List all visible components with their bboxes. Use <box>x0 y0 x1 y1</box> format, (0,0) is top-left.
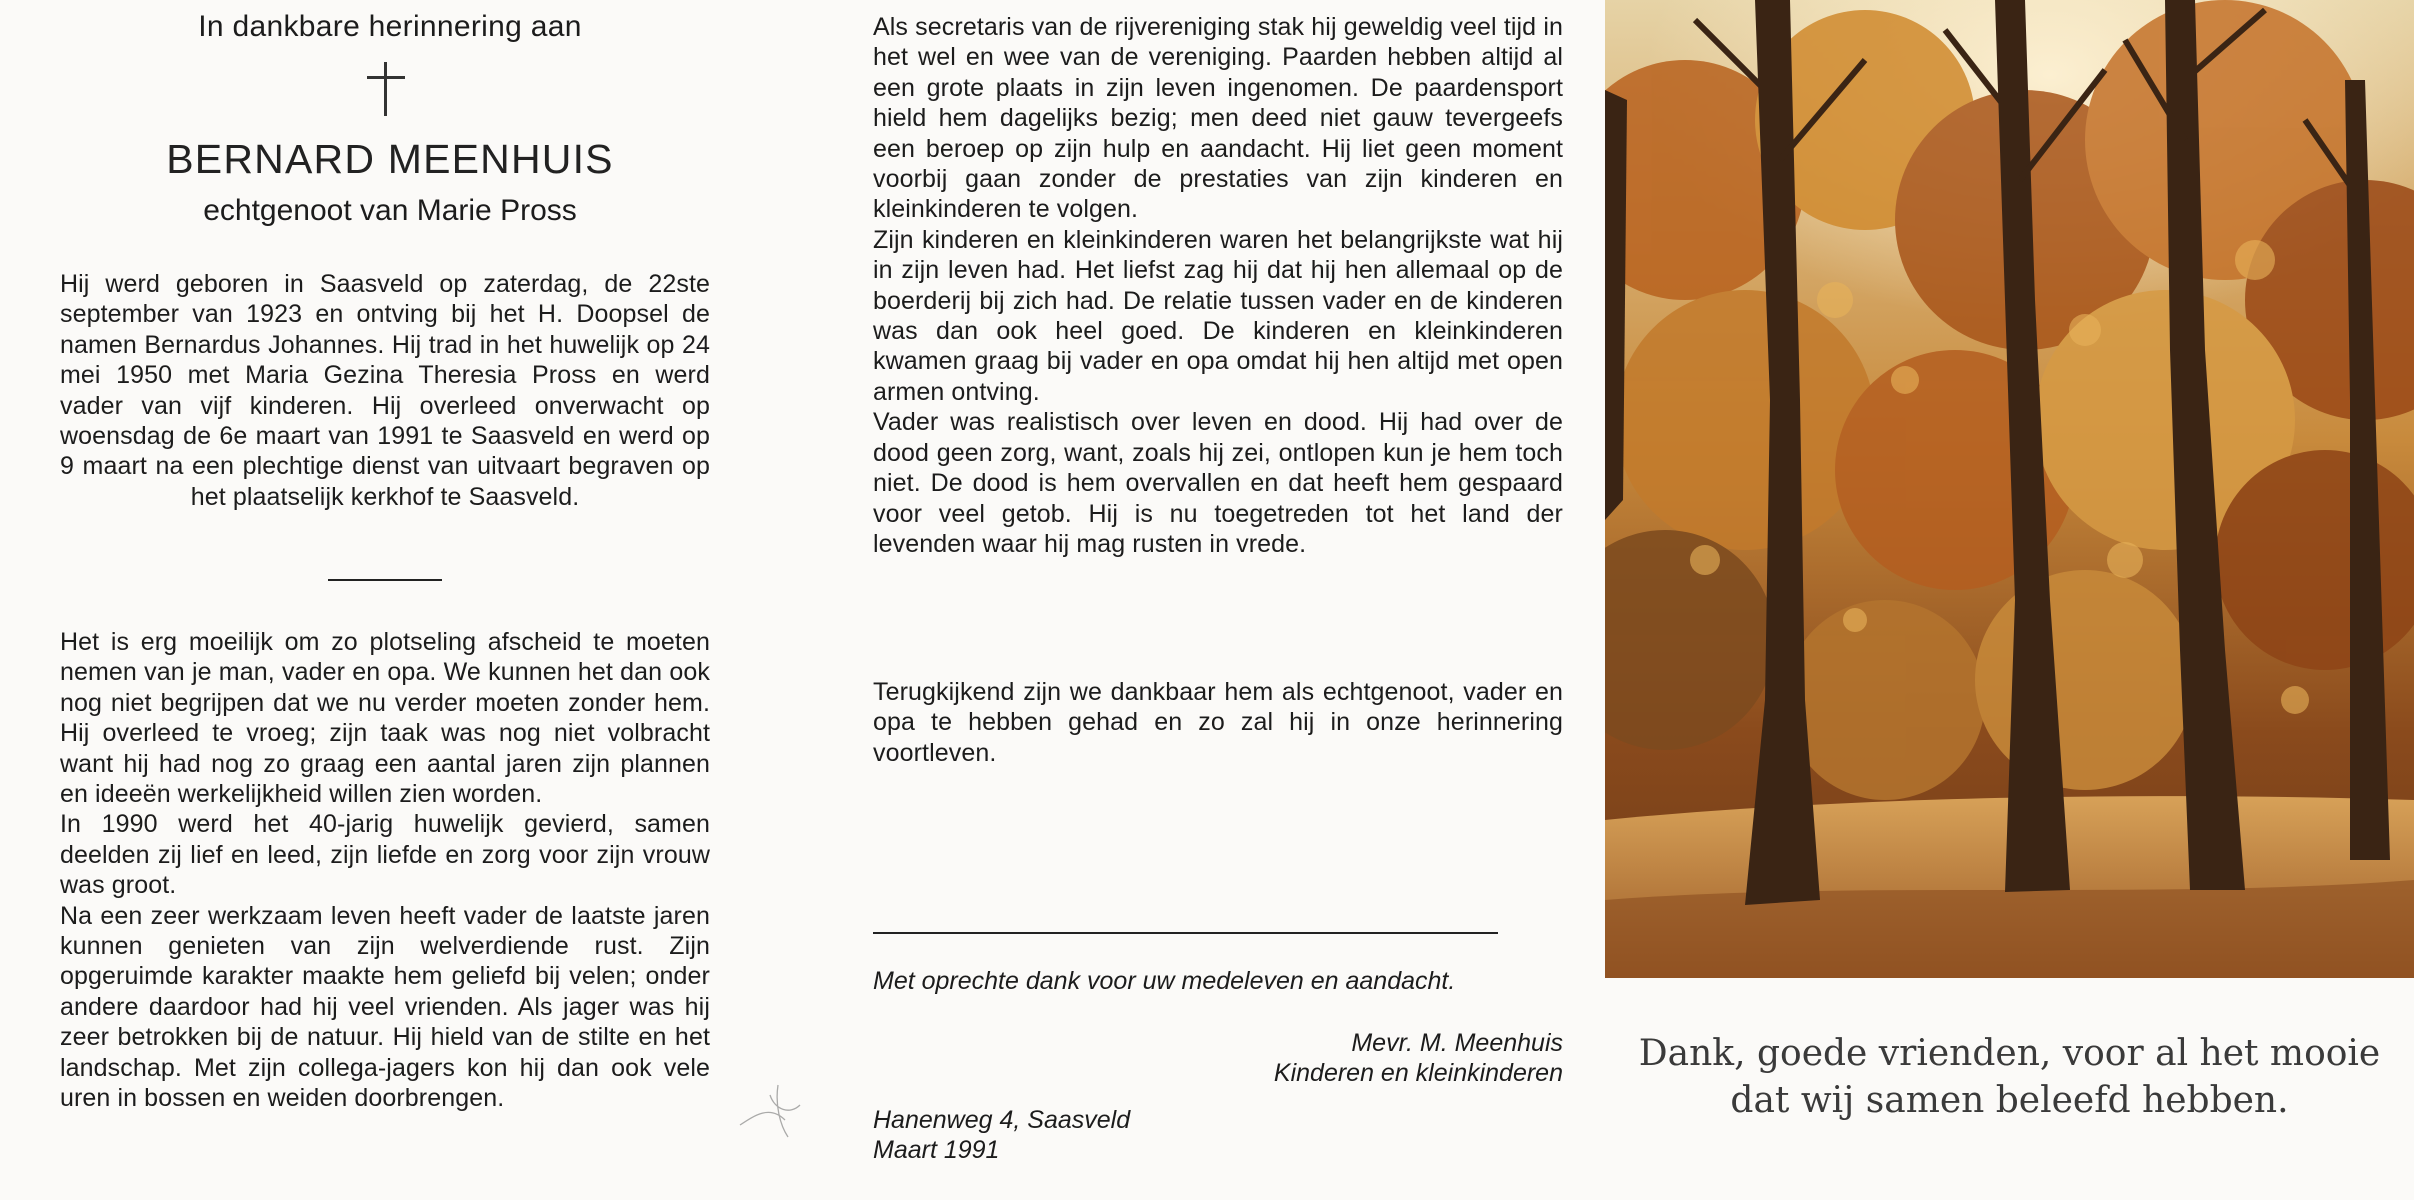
signature-line: Mevr. M. Meenhuis <box>1351 1029 1563 1057</box>
right-column <box>1605 0 2414 1200</box>
closing-paragraph: Terugkijkend zijn we dankbaar hem als echtgenoot, vader en opa te hebben gehad en zo zal hij in onze herinnering voortleven. <box>873 678 1563 767</box>
pen-scribble-icon <box>730 1075 810 1145</box>
tribute-text <box>60 627 710 1114</box>
quote-text <box>1605 1030 2414 1124</box>
signature-line: Kinderen en kleinkinderen <box>1273 1059 1563 1087</box>
tribute-paragraph: Het is erg moeilijk om zo plotseling afscheid te moeten nemen van je man, vader en opa. We kunnen het dan ook nog niet begrijpen dat we nu verder moeten zonder hem. Hij overleed te vroeg; zijn taak was nog niet volbracht want hij had nog zo graag een aantal jaren zijn plannen en ideeën werkelijkheid willen zien worden. <box>60 628 710 809</box>
long-divider <box>873 932 1498 934</box>
thanks-line: Met oprechte dank voor uw medeleven en aandacht. <box>873 967 1456 995</box>
address-line: Hanenweg 4, Saasveld <box>873 1106 1131 1134</box>
middle-paragraph: Zijn kinderen en kleinkinderen waren het belangrijkste wat hij in zijn leven had. Het liefst zag hij dat hij hen allemaal op de boerderij bij zich had. De relatie tussen vader en de kinderen was dan ook heel goed. De kinderen en kleinkinderen kwamen graag bij vader en opa omdat hij hen altijd met open armen ontving. <box>873 225 1563 406</box>
intro-line: In dankbare herinnering aan <box>198 10 582 43</box>
signature-block <box>873 1028 1563 1088</box>
middle-column <box>840 0 1580 1200</box>
tribute-paragraph: In 1990 werd het 40-jarig huwelijk gevierd, samen deelden zij lief en leed, zijn liefde en zorg voor zijn vrouw was groot. <box>60 810 710 900</box>
tribute-paragraph: Na een zeer werkzaam leven heeft vader de laatste jaren kunnen genieten van zijn welverdiende rust. Zijn opgeruimde karakter maakte hem geliefd bij velen; onder andere daardoor had hij veel vrienden. Als jager was hij zeer betrokken bij de natuur. Hij hield van de stilte en het landschap. Met zijn collega-jagers kon hij dan ook vele uren in bossen en weiden doorbrengen. <box>60 901 710 1113</box>
left-column <box>0 0 780 1200</box>
bio-paragraph: Hij werd geboren in Saasveld op zaterdag, de 22ste september van 1923 en ontving bij het H. Doopsel de namen Bernardus Johannes. Hij trad in het huwelijk op 24 mei 1950 met Maria Gezina Theresia Pross en werd vader van vijf kinderen. Hij overleed onverwacht op woensdag de 6e maart van 1991 te Saasveld en werd op 9 maart na een plechtige dienst van uitvaart begraven op het plaatselijk kerkhof te Saasveld. <box>60 270 710 511</box>
spouse-line: echtgenoot van Marie Pross <box>203 194 577 227</box>
date-line: Maart 1991 <box>873 1136 1000 1164</box>
middle-paragraph: Als secretaris van de rijvereniging stak hij geweldig veel tijd in het wel en wee van de vereniging. Paarden hebben altijd al een grote plaats in zijn leven ingenomen. De paardensport hield hem dagelijks bezig; men deed niet gauw tevergeefs een beroep op zijn hulp en aandacht. Hij liet geen moment voorbij gaan zonder de prestaties van zijn kinderen en kleinkinderen te volgen. <box>873 13 1563 224</box>
quote-line: Dank, goede vrienden, voor al het mooie <box>1638 1033 2381 1074</box>
middle-paragraph: Vader was realistisch over leven en dood. Hij had over de dood geen zorg, want, zoals hij zei, ontlopen kun je hem toch niet. De dood is hem overvallen en dat heeft hem gespaard voor veel getob. Hij is nu toegetreden tot het land der levenden waar hij mag rusten in vrede. <box>873 408 1563 558</box>
deceased-name: BERNARD MEENHUIS <box>166 136 614 182</box>
short-divider <box>328 579 442 581</box>
autumn-forest-photo <box>1605 0 2414 978</box>
cross-icon <box>363 62 409 116</box>
quote-line: dat wij samen beleefd hebben. <box>1730 1080 2289 1121</box>
middle-text <box>873 12 1563 559</box>
address-block <box>873 1105 1563 1165</box>
